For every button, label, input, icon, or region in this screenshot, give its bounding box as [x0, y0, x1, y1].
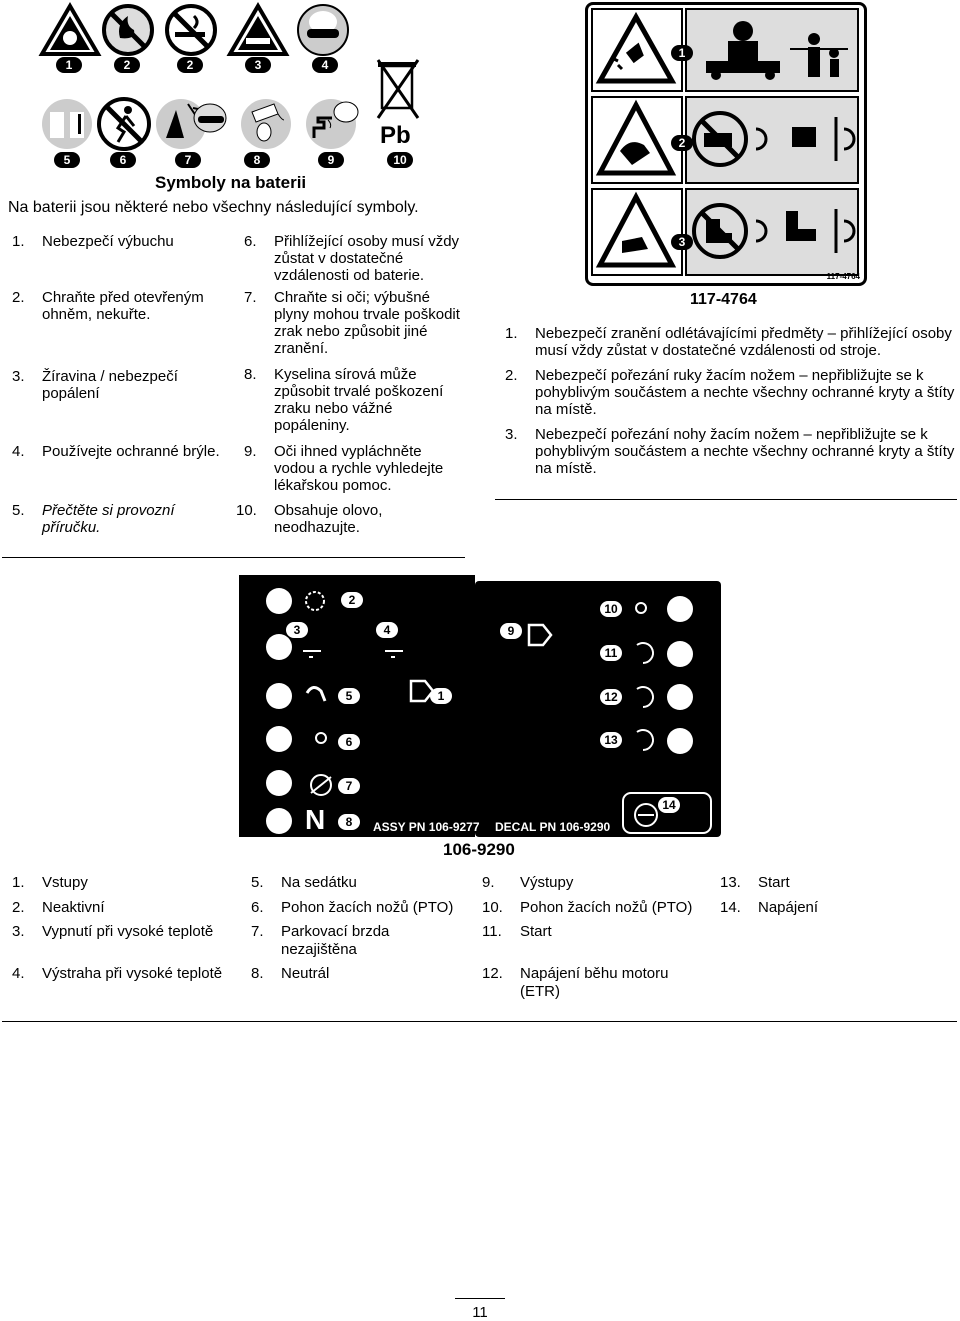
panel-badge-7: 7	[338, 778, 360, 794]
svg-text:N: N	[305, 804, 326, 835]
page-number-rule	[455, 1298, 505, 1299]
battery-badge-2a: 2	[114, 57, 140, 73]
no-disposal-lead-icon	[378, 60, 418, 118]
lead-pb-label: Pb	[380, 122, 411, 149]
decal-117-part-number: 117-4764	[690, 291, 757, 308]
battery-badge-9: 9	[318, 152, 344, 168]
no-smoking-icon	[167, 6, 215, 54]
panel-badge-9: 9	[500, 623, 522, 639]
decal-117-badge-2: 2	[671, 135, 693, 151]
panel-badge-3: 3	[286, 622, 308, 638]
page-number: 11	[472, 1304, 488, 1321]
panel-badge-6: 6	[338, 734, 360, 750]
decal-pn-label: DECAL PN 106-9290	[495, 820, 611, 834]
panel-badge-14: 14	[658, 797, 680, 813]
panel-badge-8: 8	[338, 814, 360, 830]
battery-section-divider	[2, 557, 465, 558]
corrosive-hazard-icon	[230, 6, 286, 54]
explosion-hazard-icon	[42, 6, 98, 54]
decal-106-divider	[2, 1021, 957, 1022]
battery-badge-2b: 2	[177, 57, 203, 73]
battery-badge-7: 7	[175, 152, 201, 168]
battery-icons-row2	[38, 50, 428, 154]
panel-badge-11: 11	[600, 645, 622, 661]
safety-goggles-icon	[298, 5, 348, 55]
decal-117-badge-1: 1	[671, 45, 693, 61]
battery-badge-3: 3	[245, 57, 271, 73]
sulfuric-acid-icon	[241, 99, 291, 149]
battery-badge-10: 10	[387, 152, 413, 168]
flush-eyes-icon	[306, 99, 358, 149]
battery-badge-5: 5	[54, 152, 80, 168]
panel-badge-5: 5	[338, 688, 360, 704]
decal-117-4764	[585, 2, 867, 286]
decal-106-part-number: 106-9290	[443, 840, 515, 859]
panel-badge-10: 10	[600, 601, 622, 617]
panel-badge-4: 4	[376, 622, 398, 638]
panel-badge-2: 2	[341, 592, 363, 608]
no-open-flame-icon	[104, 6, 152, 54]
decal-106-9290-panel	[239, 575, 721, 837]
battery-section-intro: Na baterii jsou některé nebo všechny následující symboly.	[8, 199, 419, 216]
panel-badge-1: 1	[430, 688, 452, 704]
keep-bystanders-away-icon	[99, 99, 149, 149]
panel-badge-13: 13	[600, 732, 622, 748]
decal-117-badge-3: 3	[671, 234, 693, 250]
assy-pn-label: ASSY PN 106-9277	[373, 820, 480, 834]
panel-badge-12: 12	[600, 689, 622, 705]
battery-badge-6: 6	[110, 152, 136, 168]
battery-badge-4: 4	[312, 57, 338, 73]
explosive-gas-eye-icon	[156, 99, 226, 149]
decal-117-divider	[495, 499, 957, 500]
battery-badge-8: 8	[244, 152, 270, 168]
battery-badge-1: 1	[56, 57, 82, 73]
decal-117-small-label: 117-4764	[826, 272, 860, 281]
decal-117-art	[588, 5, 864, 283]
battery-section-title: Symboly na baterii	[155, 173, 307, 192]
read-manual-icon	[42, 99, 92, 149]
